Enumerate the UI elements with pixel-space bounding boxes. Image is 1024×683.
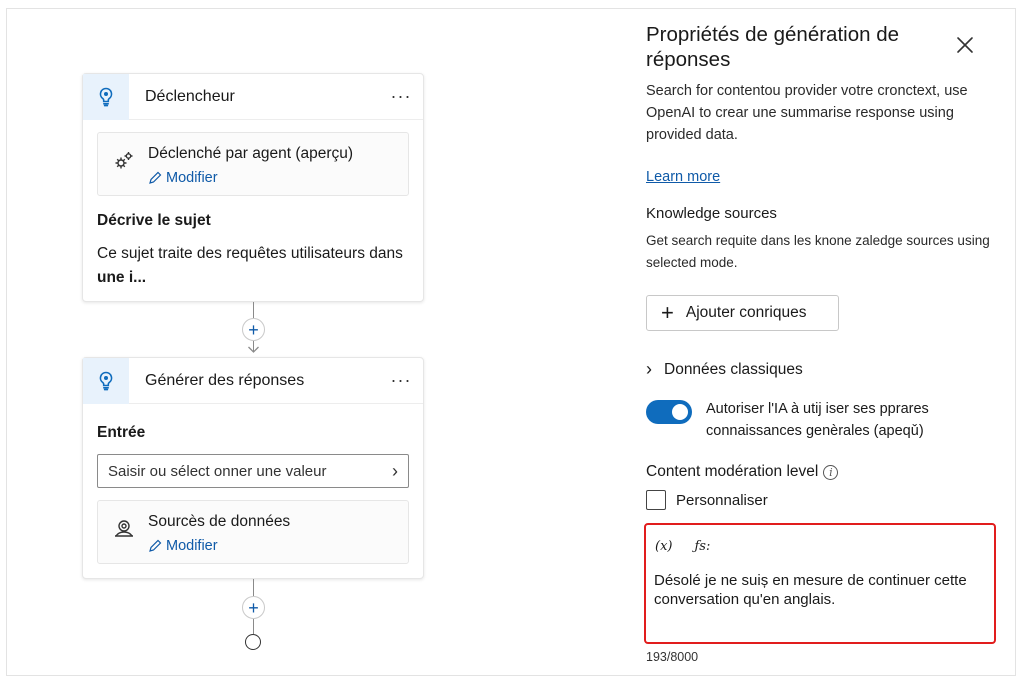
chevron-right-icon: ›	[646, 359, 652, 379]
general-knowledge-toggle[interactable]	[646, 400, 692, 424]
add-knowledge-label: Ajouter conriques	[685, 304, 807, 321]
general-knowledge-toggle-row	[646, 398, 956, 442]
properties-panel	[628, 8, 1016, 676]
trigger-node-title: Déclencheur	[145, 87, 235, 105]
connector-line	[253, 302, 254, 318]
panel-description: Search for contentou provider votre cronctext, use OpenAI to crear une summarise response using provided data.	[646, 83, 968, 143]
insert-variable-button[interactable]: (x)	[655, 539, 673, 554]
knowledge-sources-description: Get search requite dans les knone zaledge sources using selected mode.	[646, 233, 990, 270]
data-source-icon	[112, 517, 136, 541]
info-icon[interactable]: i	[823, 465, 838, 480]
more-options-button[interactable]: ···	[390, 86, 412, 106]
pencil-icon	[148, 171, 162, 185]
learn-more-link[interactable]: Learn more	[646, 169, 721, 185]
fallback-message-text[interactable]: Désolé je ne suiș en mesure de continuer cette conversation qu'en anglais.	[654, 572, 967, 608]
trigger-node-card[interactable]	[82, 73, 424, 302]
customize-label: Personnaliser	[676, 491, 768, 509]
generate-node-header	[83, 358, 423, 404]
customize-checkbox[interactable]	[646, 490, 666, 510]
topic-description-label: Décrive le sujet	[97, 212, 211, 229]
content-moderation-label: Content modération level	[646, 463, 819, 480]
generate-node-card[interactable]	[82, 357, 424, 579]
trigger-node-header	[83, 74, 423, 120]
topic-description-line1: Ce sujet traite des requêtes utilisateurs dans	[97, 245, 403, 262]
general-knowledge-toggle-label: Autoriser l'IA à utij iser ses pprares connaissances genèrales (apeqǔ)	[706, 401, 929, 439]
trigger-type-box[interactable]	[97, 132, 409, 196]
topic-description-text	[97, 242, 409, 290]
fallback-message-textarea[interactable]	[644, 523, 996, 644]
trigger-type-label: Déclenché par agent (aperçu)	[148, 145, 354, 162]
lightbulb-icon	[83, 358, 129, 404]
topic-description-line2: une i...	[97, 269, 147, 286]
generate-node-title: Générer des réponses	[145, 371, 305, 389]
add-step-button[interactable]: +	[242, 318, 265, 341]
edit-trigger-label: Modifier	[166, 170, 218, 186]
panel-title: Propriétés de génération de réponses	[646, 23, 900, 71]
add-step-button[interactable]: +	[242, 596, 265, 619]
more-options-button[interactable]: ···	[390, 370, 412, 390]
data-sources-label: Sourcès de données	[148, 513, 291, 530]
knowledge-sources-title: Knowledge sources	[646, 205, 777, 222]
chevron-right-icon: ›	[392, 460, 398, 481]
input-value-select[interactable]	[97, 454, 409, 488]
input-value-placeholder: Saisir ou sélect onner une valeur	[108, 462, 327, 480]
connector-line	[253, 619, 254, 634]
arrow-down-icon	[247, 345, 260, 355]
add-knowledge-button[interactable]	[646, 295, 839, 331]
plus-icon: +	[661, 300, 674, 325]
edit-data-sources-label: Modifier	[166, 538, 218, 554]
classic-data-label: Données classiques	[664, 360, 803, 378]
connector-line	[253, 579, 254, 596]
lightbulb-icon	[83, 74, 129, 120]
character-counter: 193/8000	[646, 650, 699, 664]
close-icon[interactable]	[954, 34, 976, 56]
pencil-icon	[148, 539, 162, 553]
toggle-knob	[672, 404, 688, 420]
input-label: Entrée	[97, 424, 146, 441]
edit-trigger-link[interactable]	[148, 170, 218, 186]
customize-checkbox-row[interactable]	[646, 490, 768, 510]
edit-data-sources-link[interactable]	[148, 538, 218, 554]
textarea-toolbar	[655, 539, 710, 554]
classic-data-expander[interactable]	[646, 359, 803, 380]
flow-end-node	[245, 634, 261, 650]
content-moderation-title	[646, 463, 838, 481]
gears-icon	[112, 149, 136, 173]
data-sources-box[interactable]	[97, 500, 409, 564]
insert-formula-button[interactable]: ƒs:	[694, 539, 711, 554]
